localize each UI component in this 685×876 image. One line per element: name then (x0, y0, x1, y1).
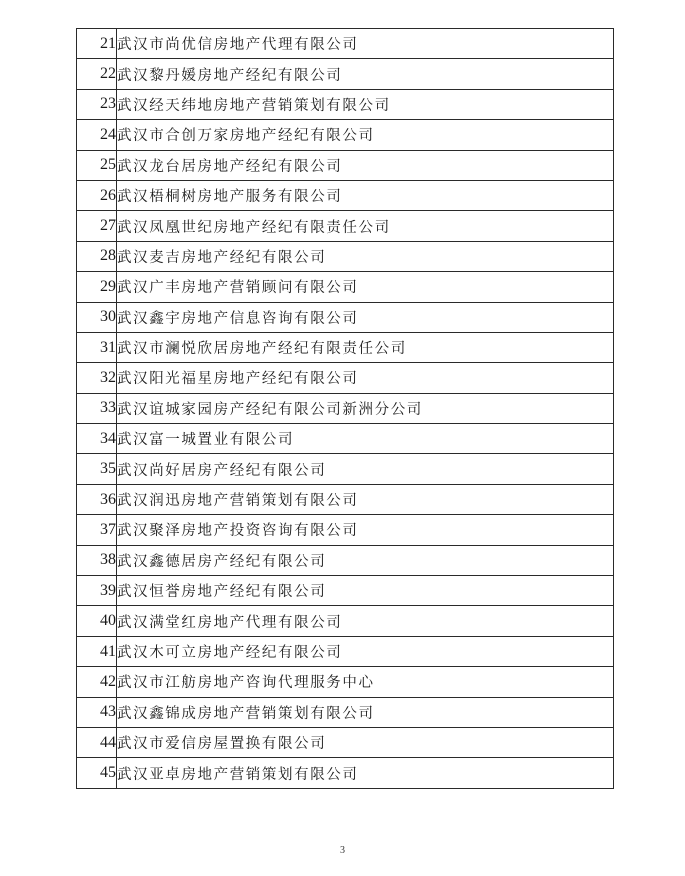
table-row (77, 332, 614, 362)
row-number: 40 (77, 606, 117, 636)
row-number: 45 (77, 758, 117, 788)
row-number: 27 (77, 211, 117, 241)
page-number: 3 (340, 845, 345, 856)
company-name: 武汉恒誉房地产经纪有限公司 (117, 576, 614, 606)
table-row (77, 758, 614, 788)
row-number: 26 (77, 180, 117, 210)
table-row (77, 29, 614, 59)
row-number: 22 (77, 59, 117, 89)
row-number: 33 (77, 393, 117, 423)
company-name: 武汉龙台居房地产经纪有限公司 (117, 150, 614, 180)
company-name: 武汉尚好居房产经纪有限公司 (117, 454, 614, 484)
row-number: 29 (77, 272, 117, 302)
company-name: 武汉木可立房地产经纪有限公司 (117, 636, 614, 666)
table-row (77, 89, 614, 119)
company-name: 武汉鑫宇房地产信息咨询有限公司 (117, 302, 614, 332)
row-number: 43 (77, 697, 117, 727)
row-number: 44 (77, 727, 117, 757)
table-row (77, 180, 614, 210)
company-name: 武汉广丰房地产营销顾问有限公司 (117, 272, 614, 302)
company-name: 武汉满堂红房地产代理有限公司 (117, 606, 614, 636)
company-name: 武汉黎丹媛房地产经纪有限公司 (117, 59, 614, 89)
table-row (77, 211, 614, 241)
company-list-table (76, 28, 614, 789)
company-list-body (77, 29, 614, 789)
row-number: 30 (77, 302, 117, 332)
company-name: 武汉聚泽房地产投资咨询有限公司 (117, 515, 614, 545)
company-name: 武汉润迅房地产营销策划有限公司 (117, 484, 614, 514)
company-name: 武汉市江舫房地产咨询代理服务中心 (117, 667, 614, 697)
table-row (77, 636, 614, 666)
row-number: 36 (77, 484, 117, 514)
table-row (77, 241, 614, 271)
company-name: 武汉阳光福星房地产经纪有限公司 (117, 363, 614, 393)
table-row (77, 606, 614, 636)
table-row (77, 454, 614, 484)
table-row (77, 484, 614, 514)
table-row (77, 272, 614, 302)
table-row (77, 363, 614, 393)
row-number: 31 (77, 332, 117, 362)
table-row (77, 545, 614, 575)
row-number: 24 (77, 120, 117, 150)
table-row (77, 727, 614, 757)
row-number: 28 (77, 241, 117, 271)
row-number: 35 (77, 454, 117, 484)
company-name: 武汉亚卓房地产营销策划有限公司 (117, 758, 614, 788)
company-name: 武汉梧桐树房地产服务有限公司 (117, 180, 614, 210)
company-name: 武汉鑫锦成房地产营销策划有限公司 (117, 697, 614, 727)
row-number: 39 (77, 576, 117, 606)
row-number: 37 (77, 515, 117, 545)
row-number: 23 (77, 89, 117, 119)
company-name: 武汉富一城置业有限公司 (117, 424, 614, 454)
table-row (77, 424, 614, 454)
row-number: 38 (77, 545, 117, 575)
row-number: 41 (77, 636, 117, 666)
company-name: 武汉经天纬地房地产营销策划有限公司 (117, 89, 614, 119)
table-row (77, 150, 614, 180)
table-row (77, 393, 614, 423)
table-row (77, 697, 614, 727)
table-row (77, 515, 614, 545)
row-number: 34 (77, 424, 117, 454)
row-number: 25 (77, 150, 117, 180)
company-name: 武汉市澜悦欣居房地产经纪有限责任公司 (117, 332, 614, 362)
table-row (77, 576, 614, 606)
table-row (77, 59, 614, 89)
company-name: 武汉麦吉房地产经纪有限公司 (117, 241, 614, 271)
company-name: 武汉市尚优信房地产代理有限公司 (117, 29, 614, 59)
table-row (77, 667, 614, 697)
row-number: 42 (77, 667, 117, 697)
company-name: 武汉鑫德居房产经纪有限公司 (117, 545, 614, 575)
company-name: 武汉谊城家园房产经纪有限公司新洲分公司 (117, 393, 614, 423)
company-name: 武汉凤凰世纪房地产经纪有限责任公司 (117, 211, 614, 241)
row-number: 21 (77, 29, 117, 59)
company-name: 武汉市爱信房屋置换有限公司 (117, 727, 614, 757)
table-row (77, 120, 614, 150)
table-row (77, 302, 614, 332)
row-number: 32 (77, 363, 117, 393)
company-name: 武汉市合创万家房地产经纪有限公司 (117, 120, 614, 150)
